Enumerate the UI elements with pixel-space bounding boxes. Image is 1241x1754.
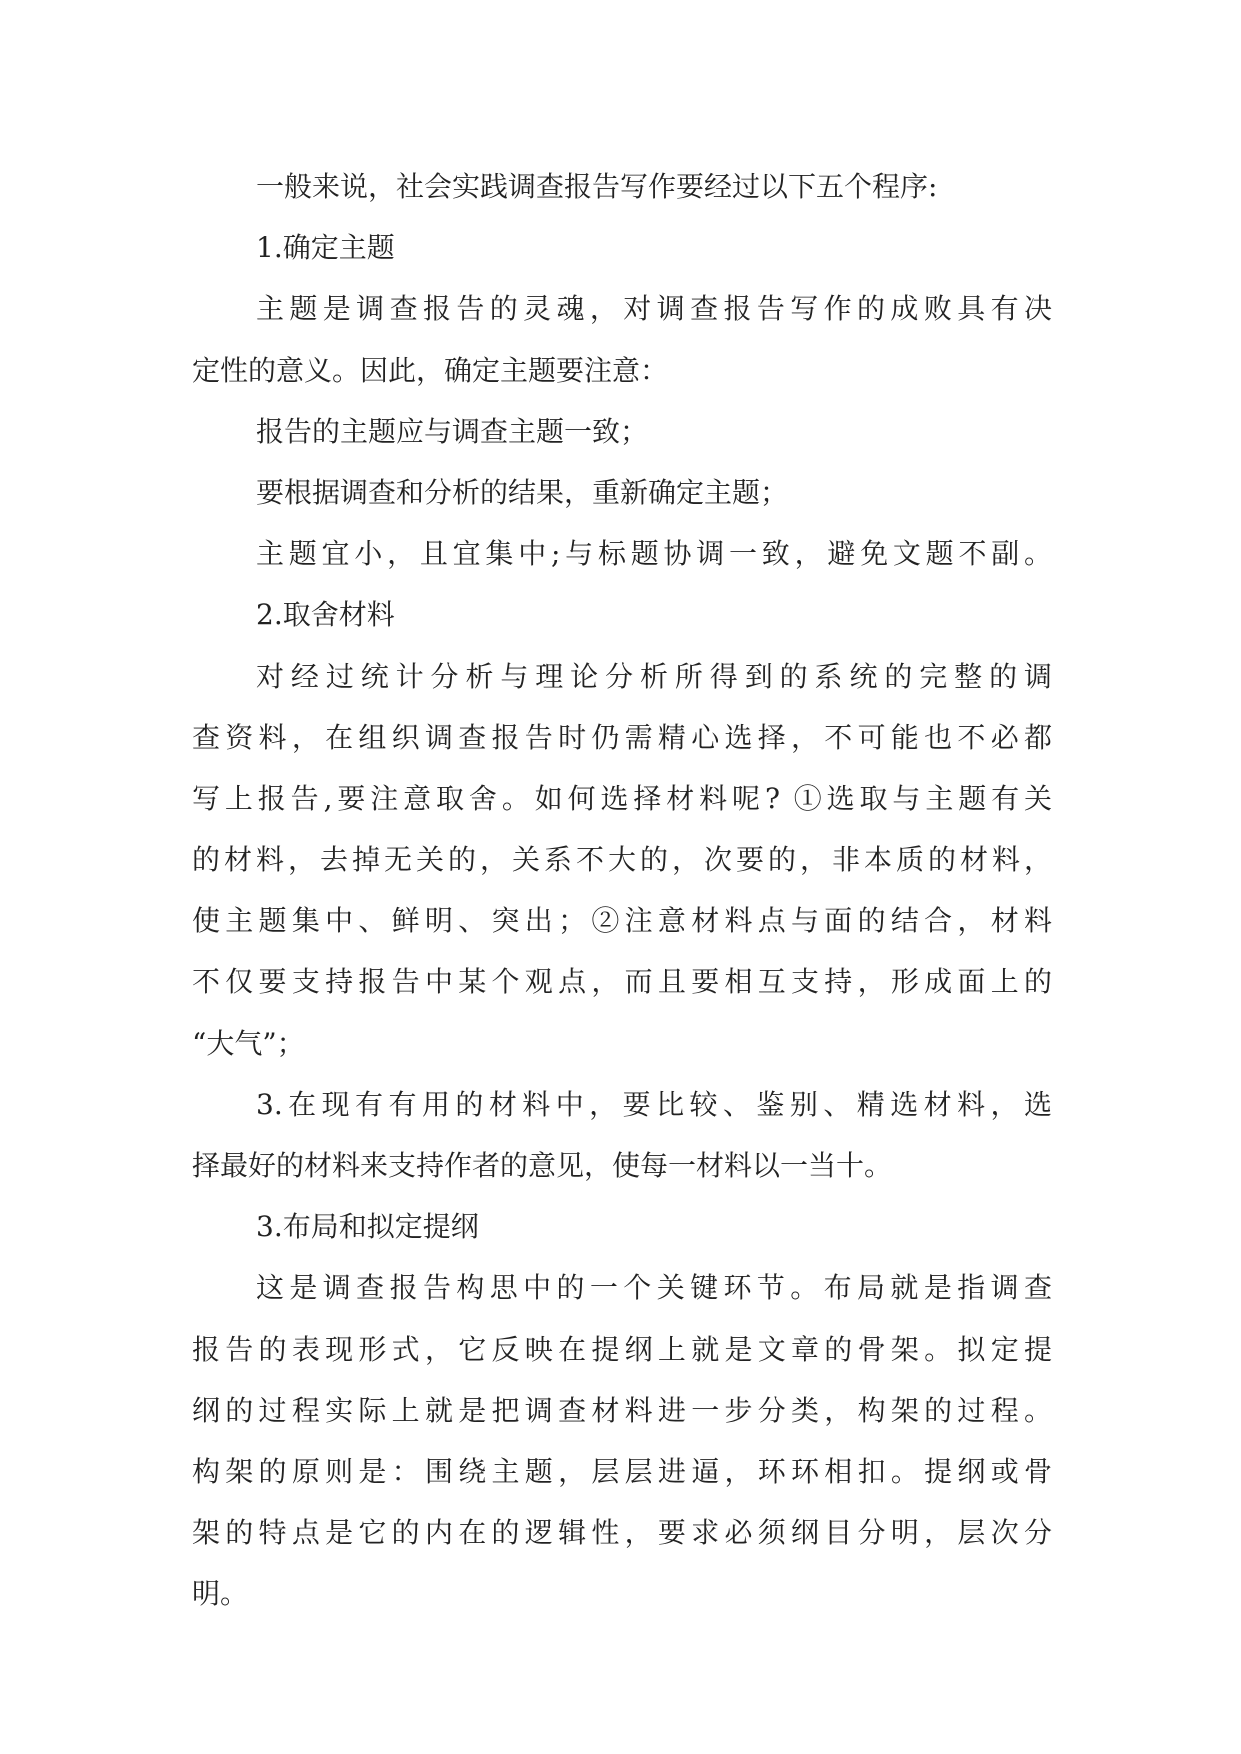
text-line: 对经过统计分析与理论分析所得到的系统的完整的调 [256,659,1052,693]
text-line: 主题是调查报告的灵魂，对调查报告写作的成败具有决 [256,292,1052,326]
text-line: 主题宜小，且宜集中;与标题协调一致，避免文题不副。 [256,537,1052,571]
text-line: 写上报告,要注意取舍。如何选择材料呢? ①选取与主题有关 [192,781,1052,815]
text-line: “大气”； [192,1026,305,1060]
text-line: 使主题集中、鲜明、突出；②注意材料点与面的结合，材料 [192,904,1052,938]
text-line: 一般来说，社会实践调查报告写作要经过以下五个程序: [256,170,938,203]
text-line: 不仅要支持报告中某个观点，而且要相互支持，形成面上的 [192,965,1052,999]
section-heading: 1.确定主题 [256,231,395,265]
text-line: 择最好的材料来支持作者的意见，使每一材料以一当十。 [192,1149,893,1182]
text-line: 定性的意义。因此，确定主题要注意： [192,353,669,387]
section-heading: 2.取舍材料 [256,598,395,632]
text-line: 纲的过程实际上就是把调查材料进一步分类，构架的过程。 [192,1393,1052,1427]
text-line: 报告的主题应与调查主题一致； [256,414,649,448]
text-line: 要根据调查和分析的结果，重新确定主题； [256,475,789,509]
text-line: 查资料，在组织调查报告时仍需精心选择，不可能也不必都 [192,720,1052,754]
text-line: 3.在现有有用的材料中，要比较、鉴别、精选材料，选 [256,1087,1052,1121]
text-line: 报告的表现形式，它反映在提纲上就是文章的骨架。拟定提 [192,1332,1052,1366]
document-body [192,156,1052,1625]
text-line: 架的特点是它的内在的逻辑性，要求必须纲目分明，层次分 [192,1516,1052,1550]
text-line: 构架的原则是：围绕主题，层层进逼，环环相扣。提纲或骨 [192,1454,1052,1488]
section-heading: 3.布局和拟定提纲 [256,1210,479,1244]
text-line: 的材料，去掉无关的，关系不大的，次要的，非本质的材料， [192,843,1052,877]
text-line: 这是调查报告构思中的一个关键环节。布局就是指调查 [256,1271,1052,1305]
text-line: 明。 [192,1577,249,1611]
